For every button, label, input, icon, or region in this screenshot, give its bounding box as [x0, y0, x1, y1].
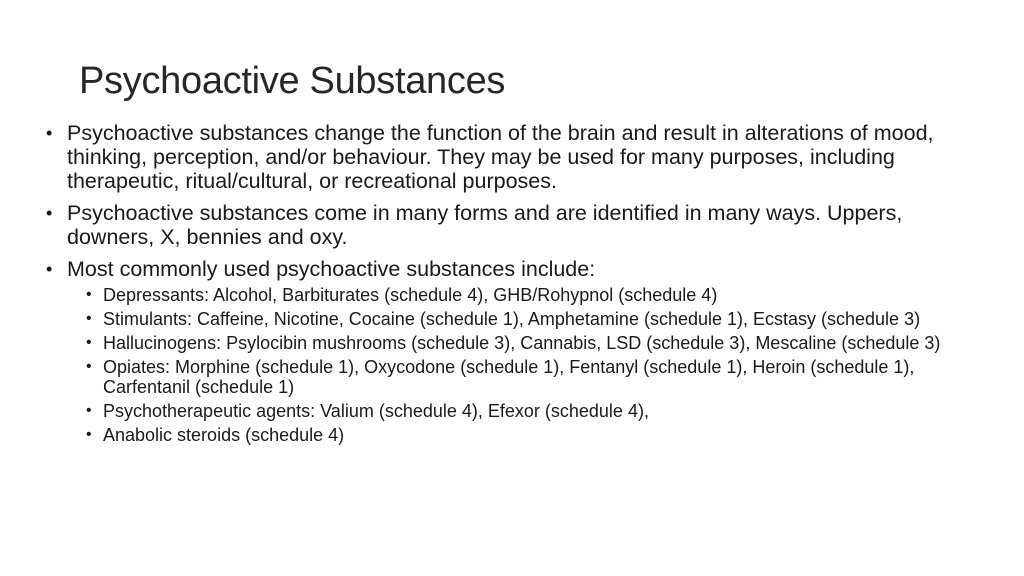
- sub-bullet-item: [84, 357, 964, 397]
- bullet-text: Most commonly used psychoactive substances include:: [67, 257, 596, 281]
- sub-bullet-item: [84, 309, 964, 329]
- slide-body: [44, 121, 974, 449]
- sub-bullet-marker: •: [86, 402, 92, 419]
- sub-bullet-list: [84, 285, 964, 445]
- sub-bullet-marker: •: [86, 358, 92, 375]
- bullet-marker: •: [46, 123, 53, 143]
- sub-bullet-item: [84, 401, 964, 421]
- bullet-item: [44, 257, 974, 445]
- sub-bullet-marker: •: [86, 286, 92, 303]
- bullet-item: [44, 121, 972, 193]
- sub-bullet-text: Depressants: Alcohol, Barbiturates (schedule 4), GHB/Rohypnol (schedule 4): [103, 285, 718, 305]
- sub-bullet-item: [84, 285, 964, 305]
- sub-bullet-text: Anabolic steroids (schedule 4): [103, 425, 345, 445]
- sub-bullet-item: [84, 425, 964, 445]
- sub-bullet-text: Psychotherapeutic agents: Valium (schedule 4), Efexor (schedule 4),: [103, 401, 649, 421]
- sub-bullet-text: Stimulants: Caffeine, Nicotine, Cocaine (schedule 1), Amphetamine (schedule 1), Ecstasy (schedule 3): [103, 309, 921, 329]
- sub-bullet-text: Opiates: Morphine (schedule 1), Oxycodone (schedule 1), Fentanyl (schedule 1), Heroin (schedule 1), Carfentanil (schedule 1): [103, 357, 915, 397]
- sub-bullet-marker: •: [86, 426, 92, 443]
- sub-bullet-item: [84, 333, 964, 353]
- bullet-marker: •: [46, 203, 53, 223]
- sub-bullet-text: Hallucinogens: Psylocibin mushrooms (schedule 3), Cannabis, LSD (schedule 3), Mescaline (schedule 3): [103, 333, 941, 353]
- sub-bullet-marker: •: [86, 310, 92, 327]
- bullet-text: Psychoactive substances change the function of the brain and result in alterations of mood, thinking, perception, and/or behaviour. They may be used for many purposes, including therapeutic, ritual/cultural, or recreational purposes.: [67, 121, 934, 193]
- sub-bullet-marker: •: [86, 334, 92, 351]
- slide-title: Psychoactive Substances: [79, 60, 506, 102]
- bullet-marker: •: [46, 259, 53, 279]
- bullet-text: Psychoactive substances come in many forms and are identified in many ways. Uppers, downers, X, bennies and oxy.: [67, 201, 903, 249]
- bullet-item: [44, 201, 987, 249]
